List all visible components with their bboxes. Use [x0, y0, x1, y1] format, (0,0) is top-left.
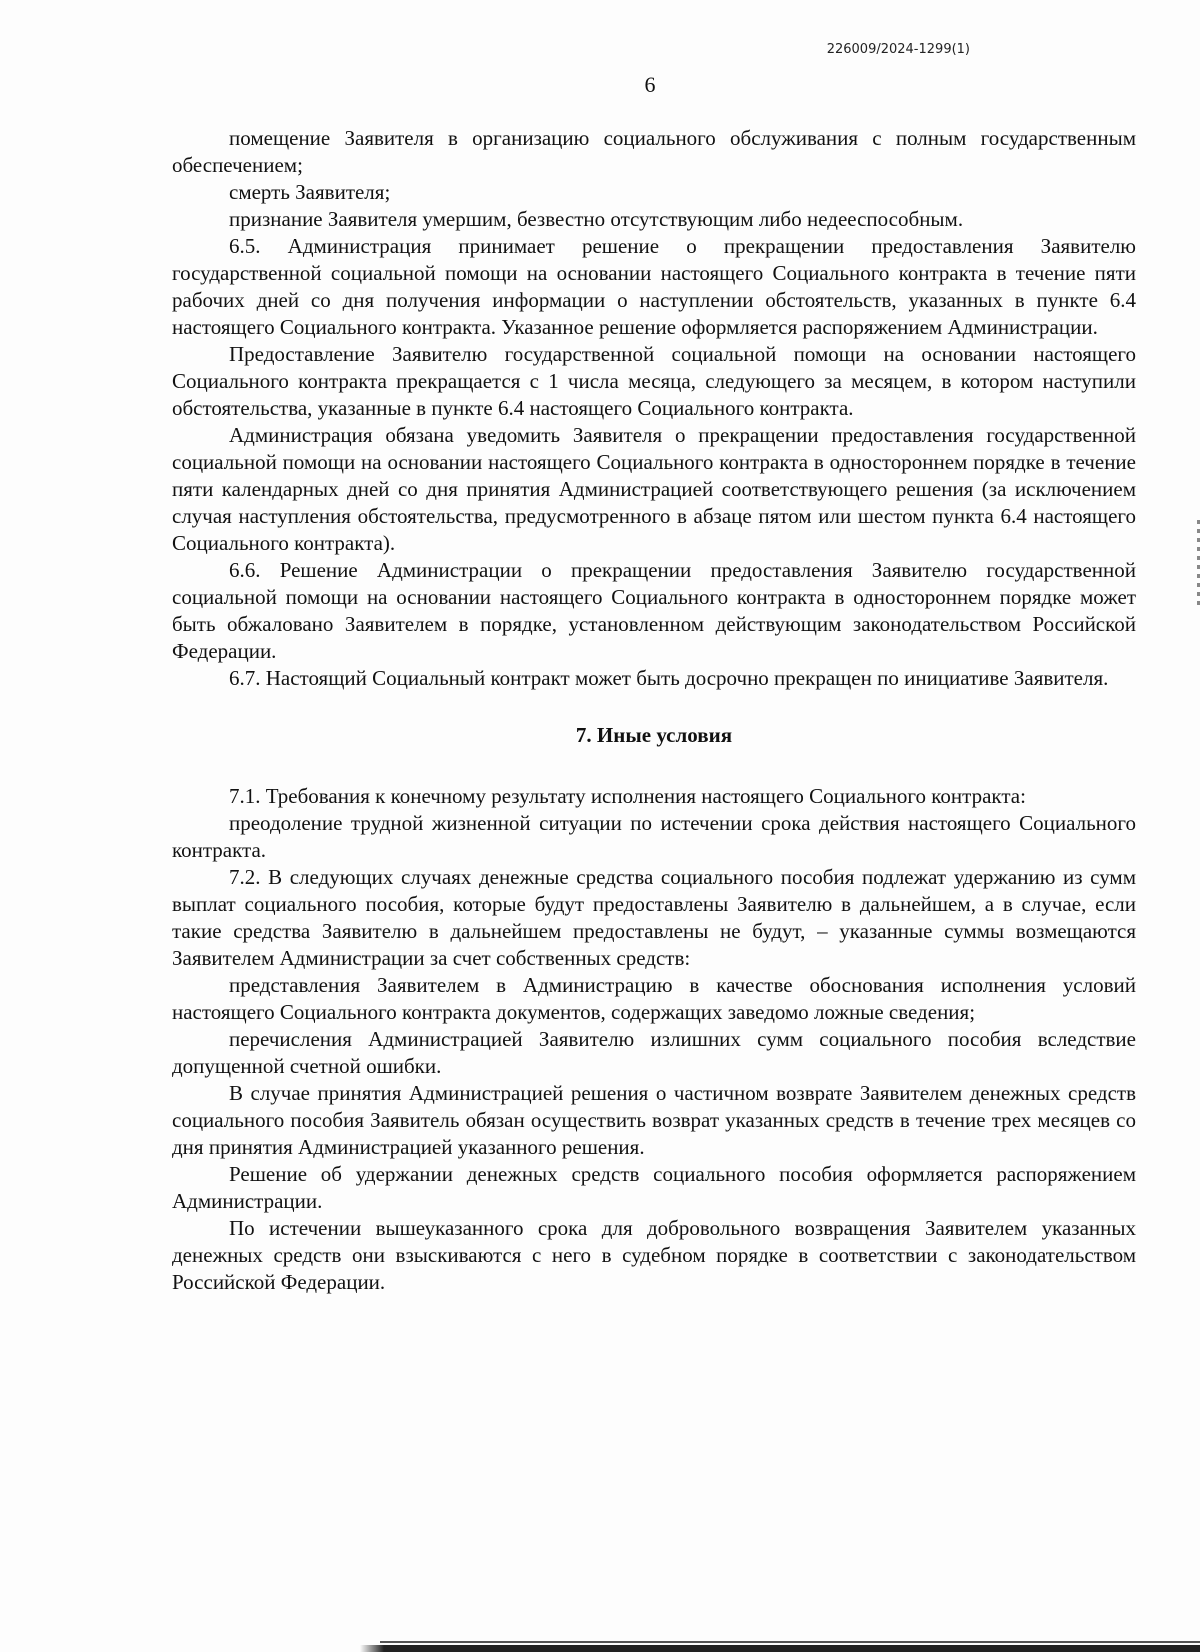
paragraph-6-5: 6.5. Администрация принимает решение о прекращении предоставления Заявителю государственной социальной помощи на основании настоящего Социального контракта в течение пяти рабочих дней со дня получения информации о наступлении обстоятельств, указанных в пункте 6.4 настоящего Социального контракта. Указанное решение оформляется распоряжением Администрации. [172, 234, 1136, 339]
paragraph-5: Предоставление Заявителю государственной социальной помощи на основании настоящего Социального контракта прекращается с 1 числа месяца, следующего за месяцем, в котором наступили обстоятельства, указанные в пункте 6.4 настоящего Социального контракта. [172, 342, 1136, 420]
paragraph-2: смерть Заявителя; [229, 180, 391, 204]
paragraph-7-2: 7.2. В следующих случаях денежные средства социального пособия подлежат удержанию из сумм выплат социального пособия, которые будут предоставлены Заявителю в дальнейшем, а в случае, если такие средства Заявителю в дальнейшем предоставлены не будут, – указанные суммы возмещаются Заявителем Администрации за счет собственных средств: [172, 865, 1136, 970]
paragraph-13: перечисления Администрацией Заявителю излишних сумм социального пособия вследствие допущенной счетной ошибки. [172, 1027, 1136, 1078]
paragraph-15: Решение об удержании денежных средств социального пособия оформляется распоряжением Администрации. [172, 1162, 1136, 1213]
paragraph-10: преодоление трудной жизненной ситуации по истечении срока действия настоящего Социального контракта. [172, 811, 1136, 862]
paragraph-16: По истечении вышеуказанного срока для добровольного возвращения Заявителем указанных денежных средств они взыскиваются с него в судебном порядке в соответствии с законодательством Российской Федерации. [172, 1216, 1136, 1294]
page-number: 6 [644, 72, 656, 97]
document-body [172, 125, 1136, 1296]
paragraph-6-7: 6.7. Настоящий Социальный контракт может быть досрочно прекращен по инициативе Заявителя. [229, 666, 1109, 690]
section-heading-7: 7. Иные условия [575, 723, 733, 747]
paragraph-7-1: 7.1. Требования к конечному результату исполнения настоящего Социального контракта: [229, 784, 1026, 808]
document-registration-number: 226009/2024-1299(1) [826, 42, 970, 57]
paragraph-6-6: 6.6. Решение Администрации о прекращении предоставления Заявителю государственной социальной помощи на основании настоящего Социального контракта в одностороннем порядке может быть обжаловано Заявителем в порядке, установленном действующим законодательством Российской Федерации. [172, 558, 1136, 663]
scan-bottom-bar [0, 1645, 1200, 1652]
paragraph-3: признание Заявителя умершим, безвестно отсутствующим либо недееспособным. [229, 207, 964, 231]
paragraph-6: Администрация обязана уведомить Заявителя о прекращении предоставления государственной социальной помощи на основании настоящего Социального контракта в одностороннем порядке в течение пяти календарных дней со дня принятия Администрацией соответствующего решения (за исключением случая наступления обстоятельства, предусмотренного в абзаце пятом или шестом пункта 6.4 настоящего Социального контракта). [172, 423, 1136, 555]
paragraph-14: В случае принятия Администрацией решения о частичном возврате Заявителем денежных средств социального пособия Заявитель обязан осуществить возврат указанных средств в течение трех месяцев со дня принятия Администрацией указанного решения. [172, 1081, 1136, 1159]
scan-bottom-line [380, 1641, 1200, 1643]
paragraph-12: представления Заявителем в Администрацию в качестве обоснования исполнения условий настоящего Социального контракта документов, содержащих заведомо ложные сведения; [172, 973, 1136, 1024]
paragraph-1: помещение Заявителя в организацию социального обслуживания с полным государственным обеспечением; [172, 126, 1136, 177]
